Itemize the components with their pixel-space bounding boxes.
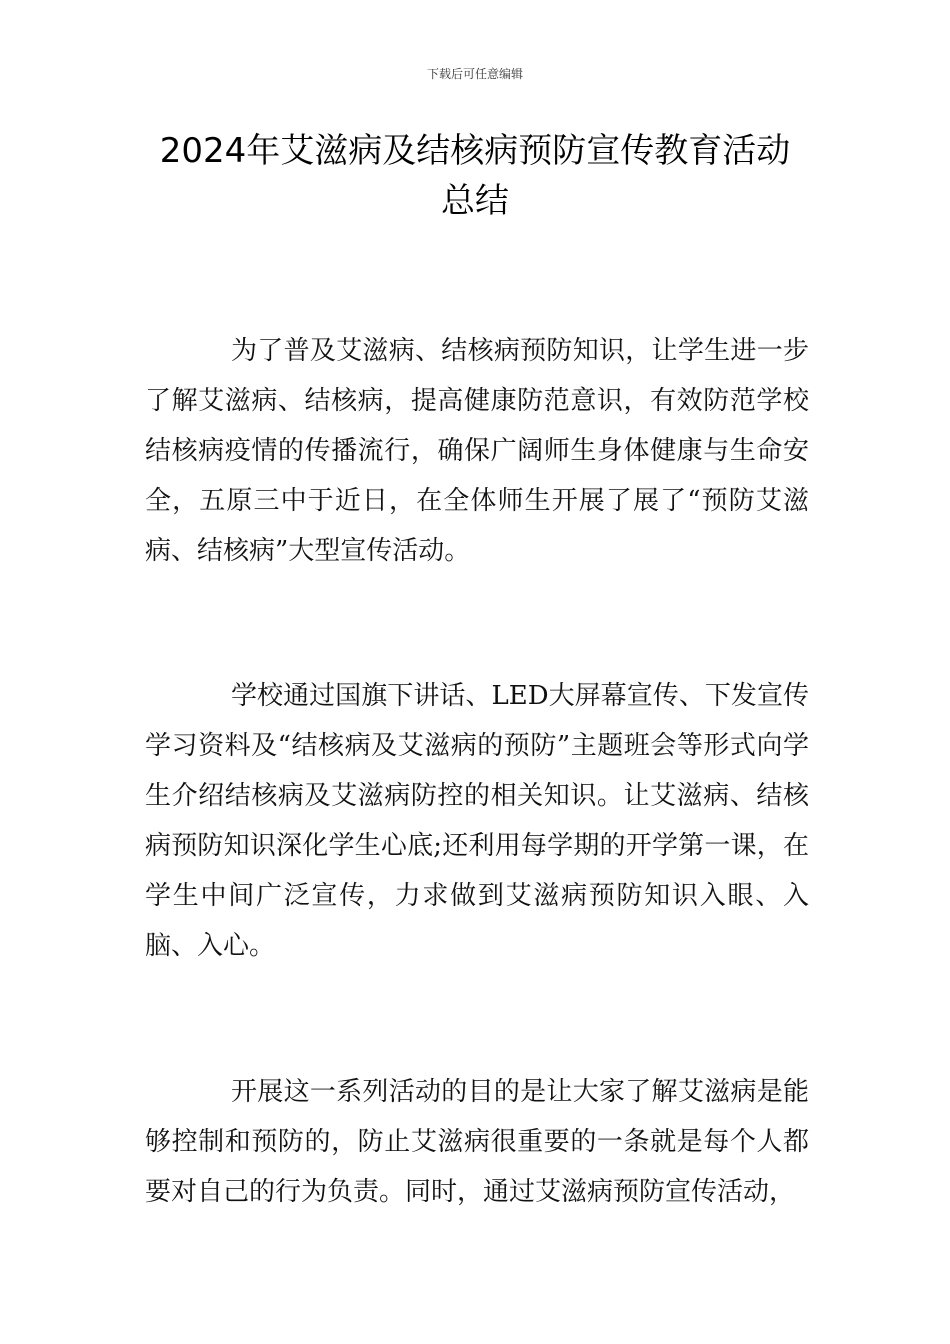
paragraph-3: 开展这一系列活动的目的是让大家了解艾滋病是能够控制和预防的，防止艾滋病很重要的一条就是每个人都要对自己的行为负责。同时，通过艾滋病预防宣传活动， xyxy=(145,1077,809,1207)
paragraph-1: 为了普及艾滋病、结核病预防知识，让学生进一步了解艾滋病、结核病，提高健康防范意识，有效防范学校结核病疫情的传播流行，确保广阔师生身体健康与生命安全，五原三中于近日，在全体师生开展了展了“预防艾滋病、结核病”大型宣传活动。 xyxy=(145,336,809,566)
title-line-1: 2024年艾滋病及结核病预防宣传教育活动 xyxy=(159,131,791,171)
title-line-2: 总结 xyxy=(441,181,509,221)
paragraph-2: 学校通过国旗下讲话、LED大屏幕宣传、下发宣传学习资料及“结核病及艾滋病的预防”主题班会等形式向学生介绍结核病及艾滋病防控的相关知识。让艾滋病、结核病预防知识深化学生心底;还利用每学期的开学第一课，在学生中间广泛宣传，力求做到艾滋病预防知识入眼、入脑、入心。 xyxy=(145,681,809,961)
document-title xyxy=(110,126,840,226)
header-note: 下载后可任意编辑 xyxy=(426,67,523,81)
